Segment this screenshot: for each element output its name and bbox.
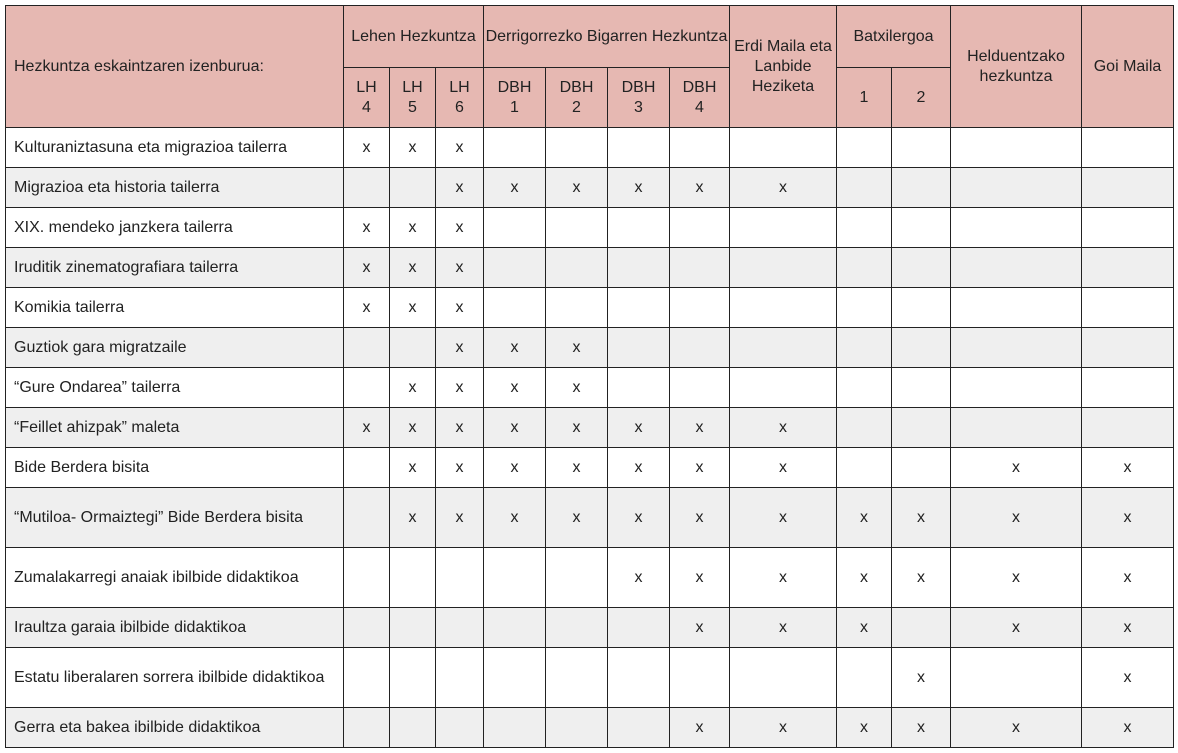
availability-cell xyxy=(670,368,730,408)
availability-cell xyxy=(436,648,484,708)
availability-cell xyxy=(837,288,892,328)
availability-cell xyxy=(484,608,546,648)
availability-cell xyxy=(608,608,670,648)
availability-cell: x xyxy=(837,548,892,608)
availability-cell: x xyxy=(484,328,546,368)
table-row xyxy=(6,248,1174,288)
availability-cell: x xyxy=(837,488,892,548)
sub-header-dbh2: DBH 2 xyxy=(546,68,608,128)
availability-cell xyxy=(344,328,390,368)
availability-cell: x xyxy=(730,608,837,648)
availability-cell: x xyxy=(730,488,837,548)
availability-cell xyxy=(670,248,730,288)
availability-cell xyxy=(837,128,892,168)
availability-cell xyxy=(608,368,670,408)
availability-cell xyxy=(344,608,390,648)
availability-cell: x xyxy=(344,128,390,168)
availability-cell xyxy=(344,368,390,408)
row-title: “Feillet ahizpak” maleta xyxy=(6,408,344,448)
row-title: Iraultza garaia ibilbide didaktikoa xyxy=(6,608,344,648)
table-row xyxy=(6,288,1174,328)
availability-cell: x xyxy=(546,368,608,408)
availability-cell xyxy=(730,368,837,408)
sub-header-lh4: LH 4 xyxy=(344,68,390,128)
availability-cell: x xyxy=(670,548,730,608)
row-title: Guztiok gara migratzaile xyxy=(6,328,344,368)
availability-cell xyxy=(390,648,436,708)
row-title: Gerra eta bakea ibilbide didaktikoa xyxy=(6,708,344,748)
availability-cell: x xyxy=(730,168,837,208)
row-title: Estatu liberalaren sorrera ibilbide didaktikoa xyxy=(6,648,344,708)
row-title: Zumalakarregi anaiak ibilbide didaktikoa xyxy=(6,548,344,608)
availability-cell: x xyxy=(608,448,670,488)
row-title: Kulturaniztasuna eta migrazioa tailerra xyxy=(6,128,344,168)
availability-cell: x xyxy=(730,708,837,748)
table-row xyxy=(6,448,1174,488)
availability-cell: x xyxy=(436,248,484,288)
row-title: “Gure Ondarea” tailerra xyxy=(6,368,344,408)
availability-cell: x xyxy=(892,648,951,708)
availability-cell xyxy=(546,208,608,248)
group-header-primary: Lehen Hezkuntza xyxy=(344,6,484,68)
group-header-secondary: Derrigorrezko Bigarren Hezkuntza xyxy=(484,6,730,68)
availability-cell: x xyxy=(608,488,670,548)
availability-cell xyxy=(608,648,670,708)
availability-cell: x xyxy=(484,368,546,408)
table-row xyxy=(6,488,1174,548)
sub-header-lh5: LH 5 xyxy=(390,68,436,128)
sub-header-dbh1: DBH 1 xyxy=(484,68,546,128)
availability-cell xyxy=(1082,408,1174,448)
availability-cell: x xyxy=(608,548,670,608)
availability-cell xyxy=(390,708,436,748)
sub-header-lh6: LH 6 xyxy=(436,68,484,128)
table-row xyxy=(6,408,1174,448)
availability-cell: x xyxy=(951,548,1082,608)
table-body xyxy=(6,128,1174,748)
availability-cell: x xyxy=(436,328,484,368)
availability-cell xyxy=(344,548,390,608)
availability-cell xyxy=(892,248,951,288)
availability-cell: x xyxy=(390,448,436,488)
availability-cell xyxy=(390,548,436,608)
availability-cell: x xyxy=(670,168,730,208)
availability-cell: x xyxy=(436,408,484,448)
availability-cell xyxy=(951,648,1082,708)
availability-cell: x xyxy=(390,368,436,408)
row-title: Migrazioa eta historia tailerra xyxy=(6,168,344,208)
availability-cell xyxy=(390,328,436,368)
availability-cell xyxy=(892,408,951,448)
group-header-adults: Helduentzako hezkuntza xyxy=(951,6,1082,128)
availability-cell xyxy=(892,168,951,208)
availability-cell xyxy=(892,608,951,648)
availability-cell: x xyxy=(892,548,951,608)
group-header-vocational: Erdi Maila eta Lanbide Heziketa xyxy=(730,6,837,128)
table-row xyxy=(6,708,1174,748)
availability-cell xyxy=(608,288,670,328)
availability-cell xyxy=(436,708,484,748)
availability-cell: x xyxy=(1082,488,1174,548)
availability-cell: x xyxy=(546,488,608,548)
availability-cell: x xyxy=(546,328,608,368)
availability-cell: x xyxy=(730,408,837,448)
availability-cell xyxy=(546,548,608,608)
availability-cell xyxy=(730,648,837,708)
availability-cell xyxy=(390,168,436,208)
availability-cell xyxy=(837,448,892,488)
availability-cell xyxy=(837,648,892,708)
availability-cell xyxy=(344,448,390,488)
column-title-header: Hezkuntza eskaintzaren izenburua: xyxy=(6,6,344,128)
availability-cell xyxy=(730,128,837,168)
availability-cell xyxy=(1082,208,1174,248)
availability-cell xyxy=(344,708,390,748)
availability-cell xyxy=(730,248,837,288)
row-title: “Mutiloa- Ormaiztegi” Bide Berdera bisita xyxy=(6,488,344,548)
sub-header-dbh3: DBH 3 xyxy=(608,68,670,128)
availability-cell xyxy=(1082,248,1174,288)
sub-header-dbh4: DBH 4 xyxy=(670,68,730,128)
availability-cell: x xyxy=(670,448,730,488)
availability-cell: x xyxy=(344,248,390,288)
availability-cell xyxy=(344,648,390,708)
availability-cell: x xyxy=(951,488,1082,548)
availability-cell xyxy=(484,708,546,748)
availability-cell: x xyxy=(546,448,608,488)
availability-cell: x xyxy=(484,448,546,488)
table-row xyxy=(6,328,1174,368)
availability-cell xyxy=(484,548,546,608)
availability-cell xyxy=(730,288,837,328)
availability-cell xyxy=(344,488,390,548)
availability-cell xyxy=(837,248,892,288)
availability-cell xyxy=(837,208,892,248)
availability-cell: x xyxy=(951,608,1082,648)
availability-cell xyxy=(670,328,730,368)
availability-cell xyxy=(837,368,892,408)
table-row xyxy=(6,648,1174,708)
availability-cell: x xyxy=(1082,608,1174,648)
availability-cell xyxy=(730,208,837,248)
availability-cell xyxy=(951,288,1082,328)
availability-cell xyxy=(730,328,837,368)
availability-cell xyxy=(484,288,546,328)
availability-cell xyxy=(1082,168,1174,208)
availability-cell xyxy=(608,208,670,248)
availability-cell xyxy=(484,208,546,248)
availability-cell xyxy=(951,328,1082,368)
availability-cell: x xyxy=(951,448,1082,488)
availability-cell xyxy=(484,248,546,288)
education-offer-table xyxy=(5,5,1174,748)
table-row xyxy=(6,168,1174,208)
availability-cell: x xyxy=(390,408,436,448)
availability-cell xyxy=(951,208,1082,248)
availability-cell: x xyxy=(436,208,484,248)
availability-cell: x xyxy=(390,208,436,248)
availability-cell xyxy=(892,368,951,408)
availability-cell: x xyxy=(892,708,951,748)
availability-cell: x xyxy=(1082,448,1174,488)
availability-cell xyxy=(892,448,951,488)
table-row xyxy=(6,608,1174,648)
availability-cell xyxy=(390,608,436,648)
availability-cell xyxy=(546,288,608,328)
availability-cell xyxy=(892,288,951,328)
availability-cell xyxy=(892,328,951,368)
availability-cell: x xyxy=(892,488,951,548)
row-title: Bide Berdera bisita xyxy=(6,448,344,488)
availability-cell xyxy=(546,248,608,288)
availability-cell: x xyxy=(436,488,484,548)
availability-cell: x xyxy=(390,488,436,548)
availability-cell: x xyxy=(344,208,390,248)
availability-cell xyxy=(1082,368,1174,408)
availability-cell: x xyxy=(670,708,730,748)
availability-cell xyxy=(670,288,730,328)
availability-cell: x xyxy=(670,488,730,548)
availability-cell xyxy=(608,328,670,368)
availability-cell xyxy=(608,128,670,168)
availability-cell: x xyxy=(1082,708,1174,748)
availability-cell: x xyxy=(436,168,484,208)
row-title: XIX. mendeko janzkera tailerra xyxy=(6,208,344,248)
availability-cell xyxy=(546,128,608,168)
sub-header-batx2: 2 xyxy=(892,68,951,128)
availability-cell: x xyxy=(484,488,546,548)
table-row xyxy=(6,208,1174,248)
availability-cell: x xyxy=(837,708,892,748)
availability-cell: x xyxy=(546,408,608,448)
availability-cell xyxy=(484,648,546,708)
availability-cell xyxy=(546,708,608,748)
availability-cell: x xyxy=(344,408,390,448)
availability-cell xyxy=(608,248,670,288)
availability-cell: x xyxy=(390,248,436,288)
availability-cell: x xyxy=(730,448,837,488)
table-row xyxy=(6,548,1174,608)
availability-cell xyxy=(837,168,892,208)
table-row xyxy=(6,128,1174,168)
row-title: Komikia tailerra xyxy=(6,288,344,328)
availability-cell xyxy=(1082,288,1174,328)
group-header-bachillerato: Batxilergoa xyxy=(837,6,951,68)
availability-cell: x xyxy=(951,708,1082,748)
availability-cell xyxy=(1082,328,1174,368)
availability-cell xyxy=(892,208,951,248)
availability-cell: x xyxy=(436,448,484,488)
availability-cell xyxy=(436,548,484,608)
availability-cell: x xyxy=(670,608,730,648)
availability-cell: x xyxy=(390,128,436,168)
availability-cell: x xyxy=(436,368,484,408)
availability-cell xyxy=(670,128,730,168)
availability-cell xyxy=(1082,128,1174,168)
availability-cell xyxy=(344,168,390,208)
sub-header-batx1: 1 xyxy=(837,68,892,128)
availability-cell: x xyxy=(608,168,670,208)
availability-cell: x xyxy=(837,608,892,648)
availability-cell xyxy=(951,368,1082,408)
availability-cell xyxy=(670,648,730,708)
availability-cell xyxy=(951,408,1082,448)
availability-cell xyxy=(436,608,484,648)
availability-cell: x xyxy=(670,408,730,448)
availability-cell xyxy=(837,408,892,448)
availability-cell: x xyxy=(436,128,484,168)
availability-cell: x xyxy=(484,168,546,208)
availability-cell xyxy=(892,128,951,168)
row-title: Iruditik zinematografiara tailerra xyxy=(6,248,344,288)
table-row xyxy=(6,368,1174,408)
availability-cell xyxy=(951,128,1082,168)
availability-cell xyxy=(951,248,1082,288)
availability-cell: x xyxy=(546,168,608,208)
availability-cell: x xyxy=(344,288,390,328)
availability-cell: x xyxy=(608,408,670,448)
availability-cell xyxy=(837,328,892,368)
availability-cell xyxy=(546,608,608,648)
availability-cell xyxy=(670,208,730,248)
availability-cell xyxy=(484,128,546,168)
availability-cell xyxy=(546,648,608,708)
availability-cell: x xyxy=(1082,648,1174,708)
availability-cell: x xyxy=(436,288,484,328)
group-header-higher: Goi Maila xyxy=(1082,6,1174,128)
availability-cell: x xyxy=(484,408,546,448)
availability-cell: x xyxy=(390,288,436,328)
availability-cell xyxy=(608,708,670,748)
availability-cell xyxy=(951,168,1082,208)
availability-cell: x xyxy=(730,548,837,608)
availability-cell: x xyxy=(1082,548,1174,608)
